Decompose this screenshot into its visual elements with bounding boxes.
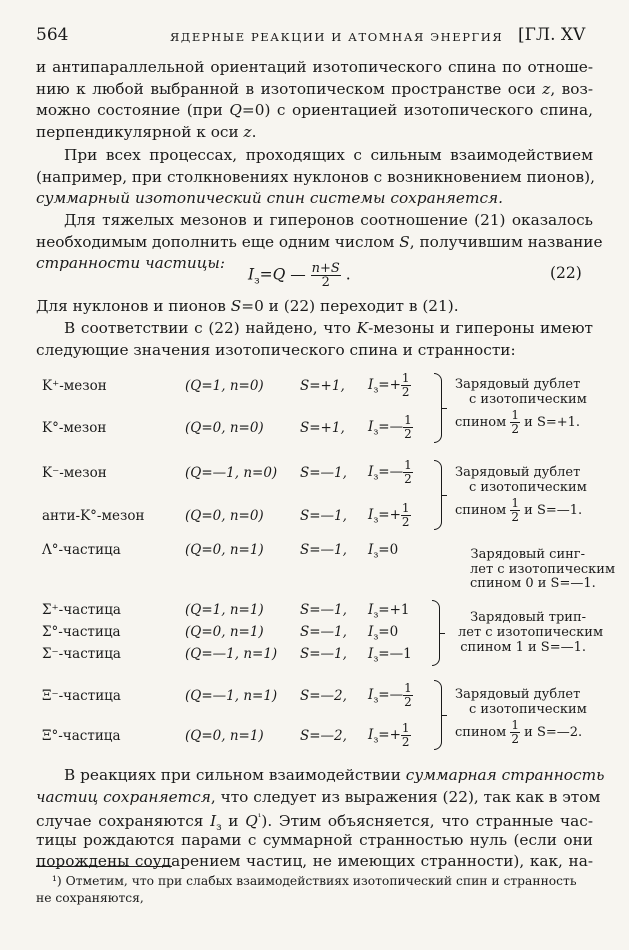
nucleon-note: [36, 296, 593, 318]
text-line: необходимым дополнить еще одним числом S, получившим название: [36, 232, 603, 251]
text-line: Для тяжелых мезонов и гиперонов соотношение (21) оказалось: [64, 211, 593, 229]
group-brace: [434, 373, 442, 443]
strangeness-value: S=—2,: [300, 728, 347, 744]
quantum-numbers: (Q=1, n=1): [185, 602, 264, 618]
quantum-numbers: (Q=—1, n=1): [185, 688, 278, 704]
particle-name: Σ°-частица: [42, 624, 121, 640]
text-line: (например, при столкновениях нуклонов с возникновением пионов),: [36, 167, 595, 186]
fraction: $\frac{1}{2}$: [401, 501, 410, 529]
fraction: $\frac{1}{2}$: [404, 458, 412, 486]
quantum-numbers: (Q=0, n=1): [185, 728, 264, 744]
particle-name: K°-мезон: [42, 420, 107, 436]
strangeness-value: S=+1,: [300, 420, 345, 436]
isospin-projection: $I_з=0$: [368, 542, 399, 561]
quantum-numbers: (Q=—1, n=0): [185, 465, 278, 481]
group-brace: [432, 600, 440, 666]
footnote-line: не сохраняются,: [36, 891, 144, 905]
text-line: При всех процессах, проходящих с сильным взаимодействием: [64, 146, 593, 164]
quantum-numbers: (Q=0, n=1): [185, 542, 264, 558]
fraction: $\frac{1}{2}$: [401, 371, 410, 399]
fraction: $\frac{1}{2}$: [401, 721, 410, 749]
particle-name: анти-K°-мезон: [42, 508, 145, 524]
group-description-5: Зарядовый дублет с изотопическим спином $\frac{1}{2}$ и S=—2.: [455, 687, 587, 746]
strong-interaction-paragraph: [36, 145, 593, 210]
isospin-projection: $I_з=+$ $\frac{1}{2}$: [368, 371, 410, 399]
text-line: В соответствии с (22) найдено, что K-мезоны и гипероны имеют: [64, 319, 593, 337]
footnote-line: ¹) Отметим, что при слабых взаимодействиях изотопический спин и странность: [52, 874, 577, 888]
quantum-numbers: (Q=—1, n=1): [185, 646, 278, 662]
page-number: 564: [36, 25, 69, 45]
text-line: и антипараллельной ориентаций изотопического спина по отноше-: [36, 58, 593, 76]
text-line: тицы рождаются парами с суммарной странностью нуль (если они: [36, 830, 593, 849]
text-line: следующие значения изотопического спина и странности:: [36, 340, 516, 359]
group-description-4: Зарядовый трип- лет с изотопическим спином 1 и S=—1.: [458, 610, 604, 655]
group-description-3: Зарядовый синг- лет с изотопическим спином 0 и S=—1.: [470, 547, 616, 591]
isospin-projection: $I_з=—$ $\frac{1}{2}$: [368, 458, 412, 486]
particle-name: Σ⁻-частица: [42, 646, 121, 662]
text-line: нию к любой выбранной в изотопическом пространстве оси z, воз-: [36, 79, 593, 98]
isospin-projection: $I_з=—$ $\frac{1}{2}$: [368, 413, 412, 441]
text-line: перпендикулярной к оси z.: [36, 122, 257, 141]
text-line: частиц сохраняется, что следует из выражения (22), так как в этом: [36, 787, 601, 806]
group-brace: [434, 460, 442, 530]
text-line: Для нуклонов и пионов S=0 и (22) переходит в (21).: [36, 297, 459, 315]
isospin-projection: $I_з=+$ $\frac{1}{2}$: [368, 721, 410, 749]
strangeness-value: S=—1,: [300, 542, 347, 558]
particle-name: K⁻-мезон: [42, 465, 107, 481]
group-description-1: Зарядовый дублет с изотопическим спином $\frac{1}{2}$ и S=+1.: [455, 377, 587, 436]
fraction: $\frac{1}{2}$: [404, 413, 412, 441]
particle-name: Ξ°-частица: [42, 728, 121, 744]
running-title: ЯДЕРНЫЕ РЕАКЦИИ И АТОМНАЯ ЭНЕРГИЯ: [170, 30, 504, 44]
particle-name: Σ⁺-частица: [42, 602, 121, 618]
group-description-2: Зарядовый дублет с изотопическим спином $\frac{1}{2}$ и S=—1.: [455, 465, 587, 524]
table-intro-paragraph: [36, 318, 593, 361]
strangeness-value: S=—1,: [300, 602, 347, 618]
italic-term: странности частицы:: [36, 254, 225, 273]
text-line: можно состояние (при Q=0) с ориентацией изотопического спина,: [36, 101, 593, 120]
isospin-projection: $I_з=0$: [368, 624, 399, 643]
footnote-rule: [36, 866, 172, 867]
strangeness-value: S=—1,: [300, 624, 347, 640]
quantum-numbers: (Q=0, n=0): [185, 420, 264, 436]
italic-statement: суммарный изотопический спин системы сохраняется.: [36, 189, 504, 208]
group-brace: [434, 680, 442, 750]
quantum-numbers: (Q=0, n=1): [185, 624, 264, 640]
strangeness-value: S=—2,: [300, 688, 347, 704]
particle-name: Λ°-частица: [42, 542, 121, 558]
isospin-projection: $I_з=—$ $\frac{1}{2}$: [368, 681, 412, 709]
text-line: случае сохраняются $I_з$ и $Q^{^1}$). Этим объясняется, что странные час-: [36, 812, 594, 834]
equation-number: (22): [550, 264, 582, 282]
isospin-projection: $I_з=+1$: [368, 602, 410, 621]
chapter-marker: [ГЛ. XV: [518, 25, 586, 45]
isospin-projection: $I_з=+$ $\frac{1}{2}$: [368, 501, 410, 529]
strangeness-value: S=—1,: [300, 646, 347, 662]
particle-name: Ξ⁻-частица: [42, 688, 121, 704]
formula-22: $I_з=Q$ — $\frac{n+S}{2}$ .: [248, 261, 351, 290]
isospin-projection: $I_з=—1$: [368, 646, 412, 665]
intro-paragraph: [36, 57, 593, 143]
text-line: порождены соударением частиц, не имеющих странности), как, на-: [36, 852, 593, 871]
strangeness-value: S=—1,: [300, 508, 347, 524]
text-line: В реакциях при сильном взаимодействии суммарная странность: [64, 766, 605, 784]
particle-name: K⁺-мезон: [42, 378, 107, 394]
fraction: $\frac{n+S}{2}$: [311, 261, 340, 290]
fraction: $\frac{1}{2}$: [404, 681, 412, 709]
strangeness-conservation-paragraph: [36, 765, 605, 873]
strangeness-value: S=—1,: [300, 465, 347, 481]
quantum-numbers: (Q=1, n=0): [185, 378, 264, 394]
strangeness-value: S=+1,: [300, 378, 345, 394]
quantum-numbers: (Q=0, n=0): [185, 508, 264, 524]
